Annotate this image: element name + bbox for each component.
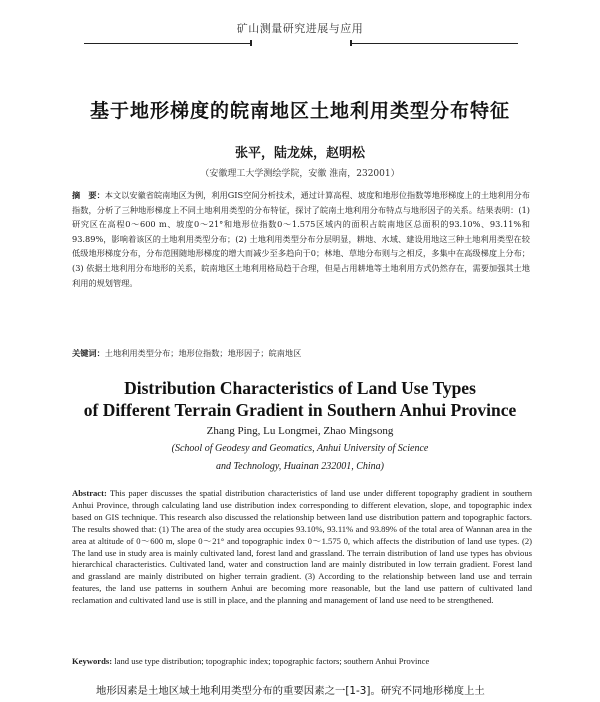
en-abstract [72, 488, 532, 607]
header-rule-left [84, 43, 250, 44]
cn-keywords [72, 348, 530, 359]
en-keywords-text: land use type distribution; topographic index; topographic factors; southern Anhui Province [112, 656, 430, 666]
body-first-line: 地形因素是土地区域土地利用类型分布的重要因素之一[1-3]。研究不同地形梯度上土 [96, 685, 485, 697]
cn-keywords-text: 土地利用类型分布；地形位指数；地形因子；皖南地区 [104, 348, 302, 358]
cn-abstract [72, 188, 530, 290]
cn-authors: 张平，陆龙妹，赵明松 [234, 146, 365, 161]
cn-title: 基于地形梯度的皖南地区土地利用类型分布特征 [89, 100, 510, 122]
en-authors: Zhang Ping, Lu Longmei, Zhao Mingsong [206, 425, 394, 437]
journal-header: 矿山测量研究进展与应用 [236, 22, 364, 35]
en-keywords-label: Keywords: [72, 656, 113, 666]
header-rule-tick [250, 40, 252, 46]
en-affiliation-line1: (School of Geodesy and Geomatics, Anhui University of Science [171, 443, 429, 454]
en-title-line1: Distribution Characteristics of Land Use Types [124, 378, 476, 398]
en-keywords [72, 656, 532, 666]
en-title-line2: of Different Terrain Gradient in Southern Anhui Province [83, 400, 517, 420]
cn-abstract-label: 摘 要： [72, 190, 105, 200]
cn-keywords-label: 关键词： [72, 348, 105, 358]
en-affiliation-line2: and Technology, Huainan 232001, China) [216, 461, 384, 472]
header-rule-right [352, 43, 518, 44]
cn-affiliation: （安徽理工大学测绘学院，安徽 淮南，232001） [200, 169, 400, 179]
header-rule-tick [350, 40, 352, 46]
cn-abstract-text: 本文以安徽省皖南地区为例，利用GIS空间分析技术，通过计算高程、坡度和地形位指数等地形梯度上的土地利用分布指数，分析了三种地形梯度上不同土地利用类型的分布特征，探讨了皖南土地利用分布特点与地形因子的关系。结果表明：(1) 研究区在高程0～600 m、坡度0～21°和地形位指数0～1.575区域内的面积占皖南地区总面积的93.10%、93.11%和93.89%，影响着该区的土地利用类型分布；(2) 土地利用类型分布分层明显，耕地、水域、建设用地这三种土地利用类型在较低级地形梯度分布，分布范围随地形梯度的增大而减少至多趋向于0；林地、草地分布则与之相反，多集中在高级梯度上分布；(3) 依据土地利用分布地形的关系，皖南地区土地利用格局趋于合理，但是占用耕地等土地利用方式仍然存在，需要加强其土地利用的规划管理。 [72, 190, 530, 288]
en-abstract-text: This paper discusses the spatial distribution characteristics of land use under different topography gradient in southern Anhui Province, through calculating land use distribution index corresponding to different elevation, slope, and topographic index based on GIS technique. This research also discussed the relationship between land use distribution pattern and topographic factors. The results showed that: (1) The area of the study area occupies 93.10%, 93.11% and 93.89% of the total area of Wannan area in the area at altitude of 0～600 m, slope 0～21° and topographic index 0～1.575 0, which affects the distribution of land use types. (2) The land use in study area is mainly cultivated land, forest land and grassland. The terrain distribution of land use types has obvious hierarchical characteristics. Cultivated land, water and construction land are mainly distributed in low terrain gradient. Forest land and grassland are mainly distributed on higher terrain gradient. (3) According to the relationship between land use and terrain features, the land use patterns in southern Anhui are becoming more reasonable, but the land use pattern of cultivated land reclamation and cultivated land use is still in place, and the planning and management of land use need to be strengthened. [72, 488, 532, 606]
en-abstract-label: Abstract: [72, 488, 107, 498]
